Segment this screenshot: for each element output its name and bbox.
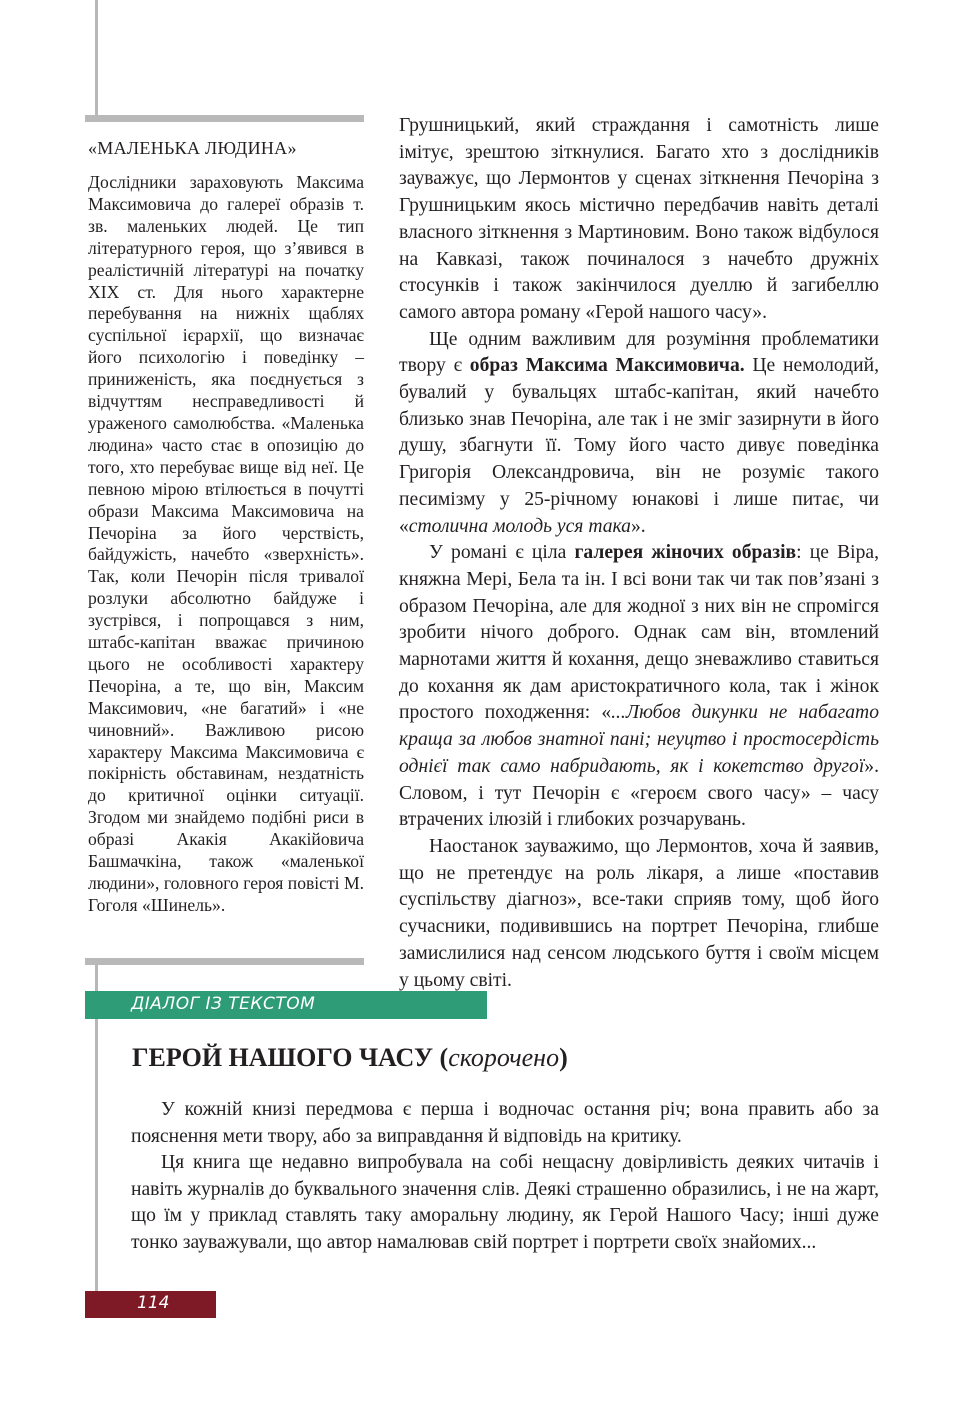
paragraph-maksym-maksymovych (399, 327, 879, 541)
excerpt-paragraph: У кожній книзі передмова є перша і водночас остання річ; вона править або за пояснення мети твору, або за виправдання й відповідь на критику. (131, 1099, 879, 1147)
paragraph-text: : це Віра, княжна Мері, Бела та ін. І всі вони так чи так пов’язані з образом Печоріна, але для жодної з них він не спромігся зробити нічого доброго. Однак сам він, втомлений марнотами життя й кохання, дещо зневажливо ставиться до кохання як дам аристократичного кола, так і жінок простого походження: « (399, 542, 879, 724)
page-number: 114 (137, 1293, 170, 1313)
paragraph-conclusion: Наостанок зауважимо, що Лермонтов, хоча й заявив, що не претендує на роль лікаря, а лише «поставив суспільству діагноз», все-таки сприяв тому, щоб його сучасники, подивившись на портрет Печоріна, глибше замислилися над сенсом людського буття і своїм місцем у цьому світі. (399, 835, 879, 991)
page-number-badge (85, 1291, 216, 1318)
work-title-text: ГЕРОЙ НАШОГО ЧАСУ (132, 1043, 434, 1072)
paragraph-female-images (399, 540, 879, 834)
work-title (132, 1040, 568, 1076)
sidebar-top-rule (85, 115, 364, 122)
margin-rule-top (95, 0, 98, 118)
dialog-banner-label: ДІАЛОГ ІЗ ТЕКСТОМ (131, 994, 316, 1014)
paragraph-text: Це немолодий, бувалий у бувальцях штабс-капітан, який начебто близько знав Печоріна, але так і не зміг зазирнути в його душу, збагнути її. Тому його часто дивує поведінка Григорія Олександровича, він не розуміє такого песимізму у 25-річному юнакові і лише питає, чи « (399, 355, 879, 537)
paragraph-text: ». (630, 515, 646, 537)
excerpt-paragraph: Ця книга ще недавно випробувала на собі нещасну довірливість деяких читачів і навіть журналів до буквального значення слів. Деякі страшенно образились, і не на жарт, що їм у приклад ставлять таку аморальну людину, як Герой Нашого Часу; інші дуже тонко зауважували, що автор намалював свій портрет і портрети своїх знайомих... (131, 1152, 879, 1253)
italic-quote: ...Любов дикунки не набагато краща за любов знатної пані; неуцтво і простосердість однієї так само набридають, як і кокетство другої (399, 702, 880, 777)
work-title-paren-close: ) (559, 1043, 568, 1072)
work-subtitle: скорочено (448, 1043, 560, 1072)
excerpt-text (131, 1097, 879, 1256)
paragraph-text: ». Словом, і тут Печорін є «героєм свого часу» – часу втрачених ілюзій і глибоких розчарувань. (399, 755, 879, 831)
bold-term: образ Максима Максимовича. (469, 355, 745, 377)
bold-term: галерея жіночих образів (574, 542, 797, 564)
sidebar-text: Дослідники зараховують Максима Максимовича до галереї образів т. зв. маленьких людей. Це тип літературного героя, що з’явився в реалістичній літературі на початку XIX ст. Для нього характерне перебування на нижніх щаблях суспільної ієрархії, що визначає його психологію і поведінку – приниженість, яка поєднується з відчуттям несправедливості й ураженого самолюбства. «Маленька людина» часто стає в опозицію до того, хто перебуває вище від неї. Це певною мірою втілюється в почутті образи Максима Максимовича на Печоріна за його черствість, байдужість, начебто «зверхність». Так, коли Печорін після тривалої розлуки абсолютно байдуже і зустрівся, і попрощався з ним, штабс-капітан вважає причиною цього не особливості характеру Печоріна, а те, що він, Максим Максимович, «не багатий» і «не чиновний». Важливою рисою характеру Максима Максимовича є покірність обставинам, нездатність до критичної оцінки ситуації. Згодом ми знайдемо подібні риси в образі Акакія Акакійовича Башмачкіна, також «маленької людини», головного героя повісті М. Гоголя «Шинель». (88, 172, 365, 915)
dialog-banner (85, 991, 487, 1019)
italic-quote: столична молодь уся така (408, 515, 631, 537)
paragraph-gruschnitsky: Грушницький, який страждання і самотність лише імітує, зрештою зіткнулися. Багато хто з дослідників зауважує, що Лермонтов у сценах зіткнення Печоріна з Грушницьким якось містично передбачив навіть деталі власного зіткнення з Мартиновим. Воно також відбулося на Кавказі, також починалося з начебто дружніх стосунків і також закінчилося дуеллю й загибеллю самого автора роману «Герой нашого часу». (399, 115, 879, 323)
main-column (399, 113, 879, 994)
paragraph-text: У романі є ціла (429, 542, 575, 564)
sidebar-box (85, 115, 364, 917)
sidebar-bottom-rule (85, 958, 364, 965)
sidebar-title: «МАЛЕНЬКА ЛЮДИНА» (88, 138, 297, 158)
paragraph-text: Ще одним важливим для розуміння проблематики твору є (399, 328, 879, 377)
work-title-paren-open: ( (433, 1043, 449, 1072)
